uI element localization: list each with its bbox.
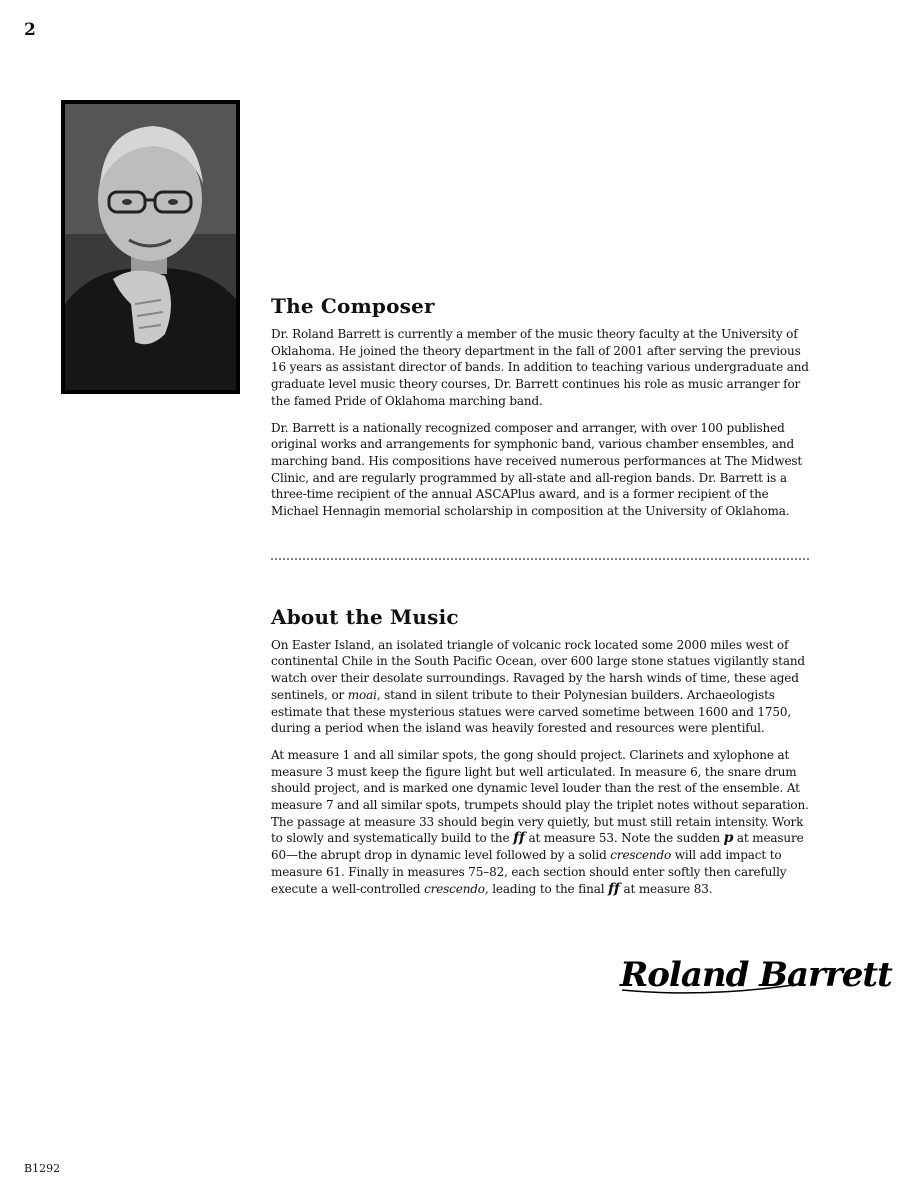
signature-image (618, 946, 892, 1000)
composer-paragraph-2: Dr. Barrett is a nationally recognized composer and arranger, with over 100 published original works and arrangements for symphonic band, various chamber ensembles, and marching band. His compositions have received numerous performances at The Midwest Clinic, and are regularly programmed by all-state and all-region bands. Dr. Barrett is a three-time recipient of the annual ASCAPlus award, and is a former recipient of the Michael Hennagin memorial scholarship in composition at the University of Oklahoma. (271, 420, 803, 519)
dotted-divider (271, 558, 809, 560)
moai-term: moai, (347, 687, 381, 702)
signature-text: Roland Barrett (620, 955, 892, 995)
music-section (271, 605, 811, 898)
composer-heading: The Composer (271, 294, 435, 318)
main-content (271, 294, 811, 907)
crescendo-term: crescendo (610, 848, 672, 863)
portrait-image (65, 104, 236, 390)
music-heading: About the Music (271, 604, 459, 629)
dynamic-ff: ff (513, 830, 525, 847)
text-run: at measure 83. (619, 881, 713, 896)
dynamic-p: p (723, 830, 734, 847)
footer-code: B1292 (24, 1162, 61, 1175)
text-run: will add impact to measure 61. Finally in measures 75–82, each section should enter softly then carefully execute a well-controlled (271, 848, 787, 896)
text-run: At measure 1 and all similar spots, the gong should project. Clarinets and xylophone at measure 3 must keep the figure light but well articulated. In measure 6, the snare drum should project, and is marked one dynamic level louder than the rest of the ensemble. At measure 7 and all similar spots, trumpets should play the triplet notes without separation. The passage at measure 33 should begin very quietly, but must still retain intensity. Work to slowly and systematically build to the (271, 747, 809, 846)
music-paragraph-2 (271, 747, 811, 897)
text-run: at measure 60—the abrupt drop in dynamic level followed by a solid (271, 831, 804, 863)
composer-section (271, 294, 811, 520)
text-run: leading to the final (488, 881, 609, 896)
music-paragraph-1 (271, 637, 811, 737)
page-number: 2 (24, 20, 36, 40)
text-run: On Easter Island, an isolated triangle of volcanic rock located some 2000 miles west of continental Chile in the South Pacific Ocean, over 600 large stone statues vigilantly stand watch over their desolate surroundings. Ravaged by the harsh winds of time, these aged sentinels, or (271, 637, 805, 702)
text-run: at measure 53. Note the sudden (524, 831, 724, 846)
composer-photo (61, 100, 240, 394)
signature (618, 946, 892, 1000)
text-run: stand in silent tribute to their Polynesian builders. Archaeologists estimate that these mysterious statues were carved sometime between 1600 and 1750, during a period when the island was heavily forested and resources were plentiful. (271, 687, 792, 736)
crescendo-term: crescendo, (424, 881, 489, 896)
composer-paragraph-1: Dr. Roland Barrett is currently a member of the music theory faculty at the University of Oklahoma. He joined the theory department in the fall of 2001 after serving the previous 16 years as assistant director of bands. In addition to teaching various undergraduate and graduate level music theory courses, Dr. Barrett continues his role as music arranger for the famed Pride of Oklahoma marching band. (271, 327, 809, 408)
dynamic-ff: ff (608, 880, 620, 897)
